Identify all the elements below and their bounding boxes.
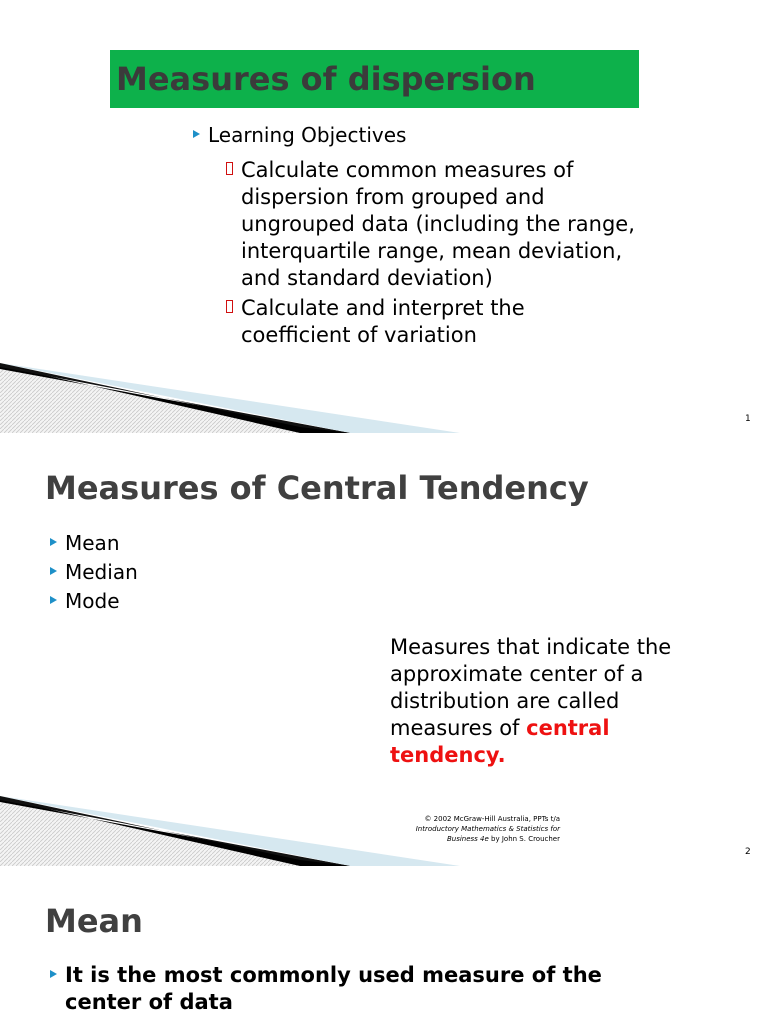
sub-bullet-1 [226,157,635,292]
sub-bullet-2 [226,295,525,349]
bullet-text: Mean [65,531,120,555]
text-line: Calculate common measures of [241,158,574,182]
text-line: It is the most commonly used measure of the [65,963,602,987]
slide-1 [0,0,768,433]
text-line: Measures that indicate the [390,635,672,659]
definition-text [390,634,671,769]
credit-book: Business 4e [446,835,489,843]
text-line: interquartile range, mean deviation, [241,239,623,263]
sub-bullet-text [241,295,525,349]
slide-2 [0,433,768,866]
slide-3-title: Mean [45,902,143,940]
text-line: ungrouped data (including the range, [241,212,635,236]
corner-swoosh-graphic [0,794,460,866]
bullet-most-common [50,962,602,1016]
bullet-mode [50,588,120,615]
text-line: distribution are called [390,689,620,713]
credit-line: © 2002 McGraw-Hill Australia, PPTs t/a [424,815,560,823]
text-line: dispersion from grouped and [241,185,545,209]
bullet-text [65,962,602,1016]
bullet-text: Mode [65,589,120,613]
bullet-arrow-icon [50,596,57,604]
credit-line: Introductory Mathematics & Statistics for [415,825,560,833]
text-line: and standard deviation) [241,266,493,290]
credit-author: by John S. Croucher [488,835,560,843]
slide-3 [0,866,768,1024]
sub-bullet-text [241,157,635,292]
slide-2-title: Measures of Central Tendency [45,469,589,507]
bullet-arrow-icon [50,567,57,575]
definition-prefix: measures of [390,716,527,740]
bullet-median [50,559,138,586]
bullet-arrow-icon [50,970,57,978]
bullet-text: Learning Objectives [208,123,407,147]
bullet-arrow-icon [50,538,57,546]
bullet-arrow-icon [193,130,200,138]
square-bullet-icon [226,300,233,313]
text-line [390,715,671,742]
bullet-learning-objectives [193,122,406,149]
page-number: 1 [745,414,751,424]
bullet-text: Median [65,560,138,584]
corner-swoosh-graphic [0,361,460,433]
tendency-highlight: tendency. [390,743,506,767]
text-line: approximate center of a [390,662,644,686]
text-line: coefficient of variation [241,323,477,347]
slide-1-title: Measures of dispersion [116,60,536,98]
text-line: center of data [65,990,233,1014]
square-bullet-icon [226,162,233,175]
text-line: Calculate and interpret the [241,296,525,320]
central-highlight: central [526,716,610,740]
bullet-mean [50,530,120,557]
page-number: 2 [745,847,751,857]
